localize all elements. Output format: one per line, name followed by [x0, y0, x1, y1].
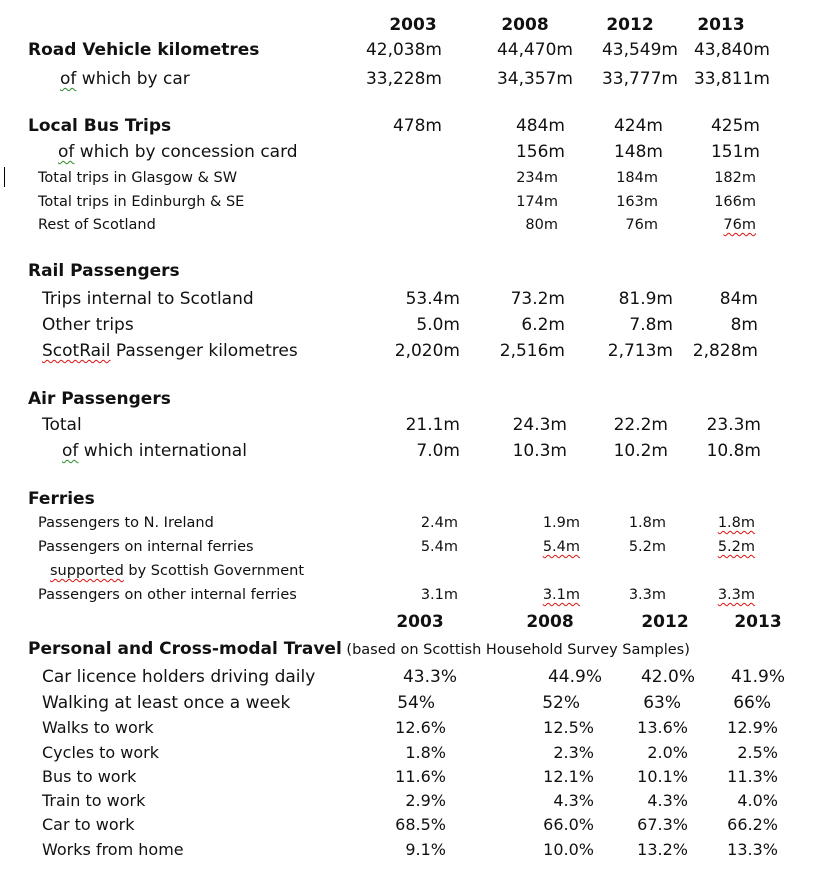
personal-row-value: 66.2% — [727, 815, 778, 834]
personal-row-value: 4.0% — [737, 791, 778, 810]
year-header-2013: 2013 — [697, 15, 745, 35]
personal-row-value: 10.1% — [637, 767, 688, 786]
personal-row-value: 4.3% — [647, 791, 688, 810]
air-total-2012: 22.2m — [613, 415, 668, 435]
bus-edinburgh-2008: 174m — [516, 194, 558, 210]
personal-row-label: Car licence holders driving daily — [42, 667, 316, 687]
personal-row-value: 12.6% — [395, 718, 446, 737]
rail-km-brand: ScotRail — [42, 341, 111, 361]
bus-value-2003: 478m — [392, 116, 442, 136]
bus-concession-2013: 151m — [710, 142, 760, 162]
personal-row-value: 4.3% — [553, 791, 594, 810]
rail-km-rest: Passenger kilometres — [110, 341, 298, 361]
personal-row-value: 12.1% — [543, 767, 594, 786]
personal-row-value: 54% — [397, 693, 435, 713]
road-car-label — [60, 71, 190, 88]
ferries-internal-2012: 5.2m — [628, 539, 666, 555]
ferries-ni-2013-value: 1.8m — [717, 515, 755, 531]
personal-row-value: 44.9% — [547, 667, 602, 687]
year-header-2003: 2003 — [389, 15, 437, 35]
rail-internal-2003: 53.4m — [405, 289, 460, 309]
road-title: Road Vehicle kilometres — [28, 40, 260, 60]
ferries-ni-2008: 1.9m — [542, 515, 580, 531]
personal-row-value: 12.5% — [543, 718, 594, 737]
ferries-other-2008-value: 3.1m — [542, 587, 580, 603]
rail-internal-2013: 84m — [719, 289, 758, 309]
ferries-ni-2013 — [678, 516, 755, 531]
rail-title: Rail Passengers — [28, 261, 180, 281]
personal-row-label: Walks to work — [42, 718, 154, 737]
bus-concession-2008: 156m — [515, 142, 565, 162]
ferries-internal-label: Passengers on internal ferries — [38, 539, 254, 555]
ferries-internal-2013 — [678, 540, 755, 555]
ferries-ni-label: Passengers to N. Ireland — [38, 515, 214, 531]
ferries-internal-2003: 5.4m — [420, 539, 458, 555]
bus-concession-prefix: of — [58, 142, 75, 162]
personal-row-value: 52% — [542, 693, 580, 713]
bus-glasgow-2012: 184m — [616, 170, 658, 186]
bus-rest-label: Rest of Scotland — [38, 217, 156, 233]
road-car-prefix: of — [60, 69, 77, 89]
air-intl-2012: 10.2m — [613, 441, 668, 461]
ferries-ni-2003: 2.4m — [420, 515, 458, 531]
rail-internal-2008: 73.2m — [510, 289, 565, 309]
personal-row-label: Bus to work — [42, 767, 137, 786]
bus-concession-label — [58, 144, 298, 161]
bus-value-2012: 424m — [613, 116, 663, 136]
ferries-other-label: Passengers on other internal ferries — [38, 587, 297, 603]
rail-other-2003: 5.0m — [416, 315, 460, 335]
personal-row-value: 11.6% — [395, 767, 446, 786]
bus-glasgow-2008: 234m — [516, 170, 558, 186]
personal-year-2012: 2012 — [641, 612, 689, 632]
ferries-other-2013 — [678, 588, 755, 603]
ferries-internal-2013-value: 5.2m — [717, 539, 755, 555]
personal-subtitle: (based on Scottish Household Survey Samples) — [341, 642, 690, 658]
personal-row-value: 10.0% — [543, 840, 594, 859]
rail-km-2008: 2,516m — [499, 341, 565, 361]
bus-value-2013: 425m — [710, 116, 760, 136]
bus-glasgow-2013: 182m — [714, 170, 756, 186]
bus-rest-2013-value: 76m — [723, 217, 756, 233]
personal-row-label: Works from home — [42, 840, 184, 859]
personal-row-value: 43.3% — [402, 667, 457, 687]
air-total-2008: 24.3m — [512, 415, 567, 435]
road-car-2008: 34,357m — [496, 69, 573, 89]
ferries-supported-rest: by Scottish Government — [123, 563, 305, 579]
bus-concession-2012: 148m — [613, 142, 663, 162]
bus-rest-2013 — [678, 218, 756, 233]
air-intl-2013: 10.8m — [706, 441, 761, 461]
personal-title-line — [28, 641, 690, 658]
year-header-2012: 2012 — [606, 15, 654, 35]
bus-concession-rest: which by concession card — [74, 142, 298, 162]
personal-row-value: 2.9% — [405, 791, 446, 810]
personal-row-value: 2.0% — [647, 743, 688, 762]
bus-value-2008: 484m — [515, 116, 565, 136]
personal-row-label: Car to work — [42, 815, 135, 834]
personal-row-value: 66.0% — [543, 815, 594, 834]
ferries-supported-word: supported — [50, 563, 124, 579]
rail-other-2008: 6.2m — [521, 315, 565, 335]
personal-row-value: 66% — [733, 693, 771, 713]
rail-other-2013: 8m — [730, 315, 758, 335]
personal-row-value: 12.9% — [727, 718, 778, 737]
bus-edinburgh-2012: 163m — [616, 194, 658, 210]
road-value-2012: 43,549m — [601, 40, 678, 60]
ferries-other-2013-value: 3.3m — [717, 587, 755, 603]
bus-glasgow-label: Total trips in Glasgow & SW — [38, 170, 238, 186]
personal-row-value: 41.9% — [730, 667, 785, 687]
bus-title: Local Bus Trips — [28, 116, 172, 136]
personal-year-2013: 2013 — [734, 612, 782, 632]
personal-year-2008: 2008 — [526, 612, 574, 632]
personal-row-value: 13.6% — [637, 718, 688, 737]
rail-km-label — [42, 343, 298, 360]
personal-row-value: 42.0% — [640, 667, 695, 687]
road-car-2012: 33,777m — [601, 69, 678, 89]
personal-row-value: 1.8% — [405, 743, 446, 762]
rail-internal-2012: 81.9m — [618, 289, 673, 309]
road-car-rest: which by car — [76, 69, 190, 89]
ferries-other-2012: 3.3m — [628, 587, 666, 603]
rail-km-2012: 2,713m — [607, 341, 673, 361]
air-intl-prefix: of — [62, 441, 79, 461]
personal-row-value: 11.3% — [727, 767, 778, 786]
rail-km-2013: 2,828m — [692, 341, 758, 361]
personal-row-value: 68.5% — [395, 815, 446, 834]
bus-edinburgh-2013: 166m — [714, 194, 756, 210]
personal-row-label: Train to work — [42, 791, 146, 810]
air-total-2003: 21.1m — [405, 415, 460, 435]
rail-other-label: Other trips — [42, 315, 134, 335]
personal-row-value: 67.3% — [637, 815, 688, 834]
road-value-2013: 43,840m — [693, 40, 770, 60]
bus-rest-2008: 80m — [525, 217, 558, 233]
air-intl-rest: which international — [78, 441, 247, 461]
road-value-2008: 44,470m — [496, 40, 573, 60]
road-car-2013: 33,811m — [693, 69, 770, 89]
air-title: Air Passengers — [28, 389, 171, 409]
personal-row-label: Cycles to work — [42, 743, 160, 762]
personal-year-2003: 2003 — [396, 612, 444, 632]
personal-row-value: 63% — [643, 693, 681, 713]
rail-internal-label: Trips internal to Scotland — [42, 289, 254, 309]
rail-other-2012: 7.8m — [629, 315, 673, 335]
personal-row-value: 13.2% — [637, 840, 688, 859]
text-cursor — [4, 167, 5, 187]
personal-row-value: 2.5% — [737, 743, 778, 762]
personal-row-value: 2.3% — [553, 743, 594, 762]
year-header-2008: 2008 — [501, 15, 549, 35]
air-intl-label — [62, 443, 247, 460]
ferries-title: Ferries — [28, 489, 95, 509]
personal-row-label: Walking at least once a week — [42, 693, 291, 713]
air-intl-2003: 7.0m — [416, 441, 460, 461]
air-intl-2008: 10.3m — [512, 441, 567, 461]
personal-title: Personal and Cross-modal Travel — [28, 639, 342, 659]
ferries-internal-2008-value: 5.4m — [542, 539, 580, 555]
road-car-2003: 33,228m — [365, 69, 442, 89]
ferries-internal-2008 — [500, 540, 580, 555]
ferries-supported-label — [50, 564, 304, 579]
air-total-label: Total — [42, 415, 82, 435]
ferries-other-2003: 3.1m — [420, 587, 458, 603]
personal-row-value: 13.3% — [727, 840, 778, 859]
bus-rest-2012: 76m — [625, 217, 658, 233]
road-value-2003: 42,038m — [365, 40, 442, 60]
ferries-ni-2012: 1.8m — [628, 515, 666, 531]
ferries-other-2008 — [500, 588, 580, 603]
rail-km-2003: 2,020m — [394, 341, 460, 361]
personal-row-value: 9.1% — [405, 840, 446, 859]
air-total-2013: 23.3m — [706, 415, 761, 435]
bus-edinburgh-label: Total trips in Edinburgh & SE — [38, 194, 245, 210]
